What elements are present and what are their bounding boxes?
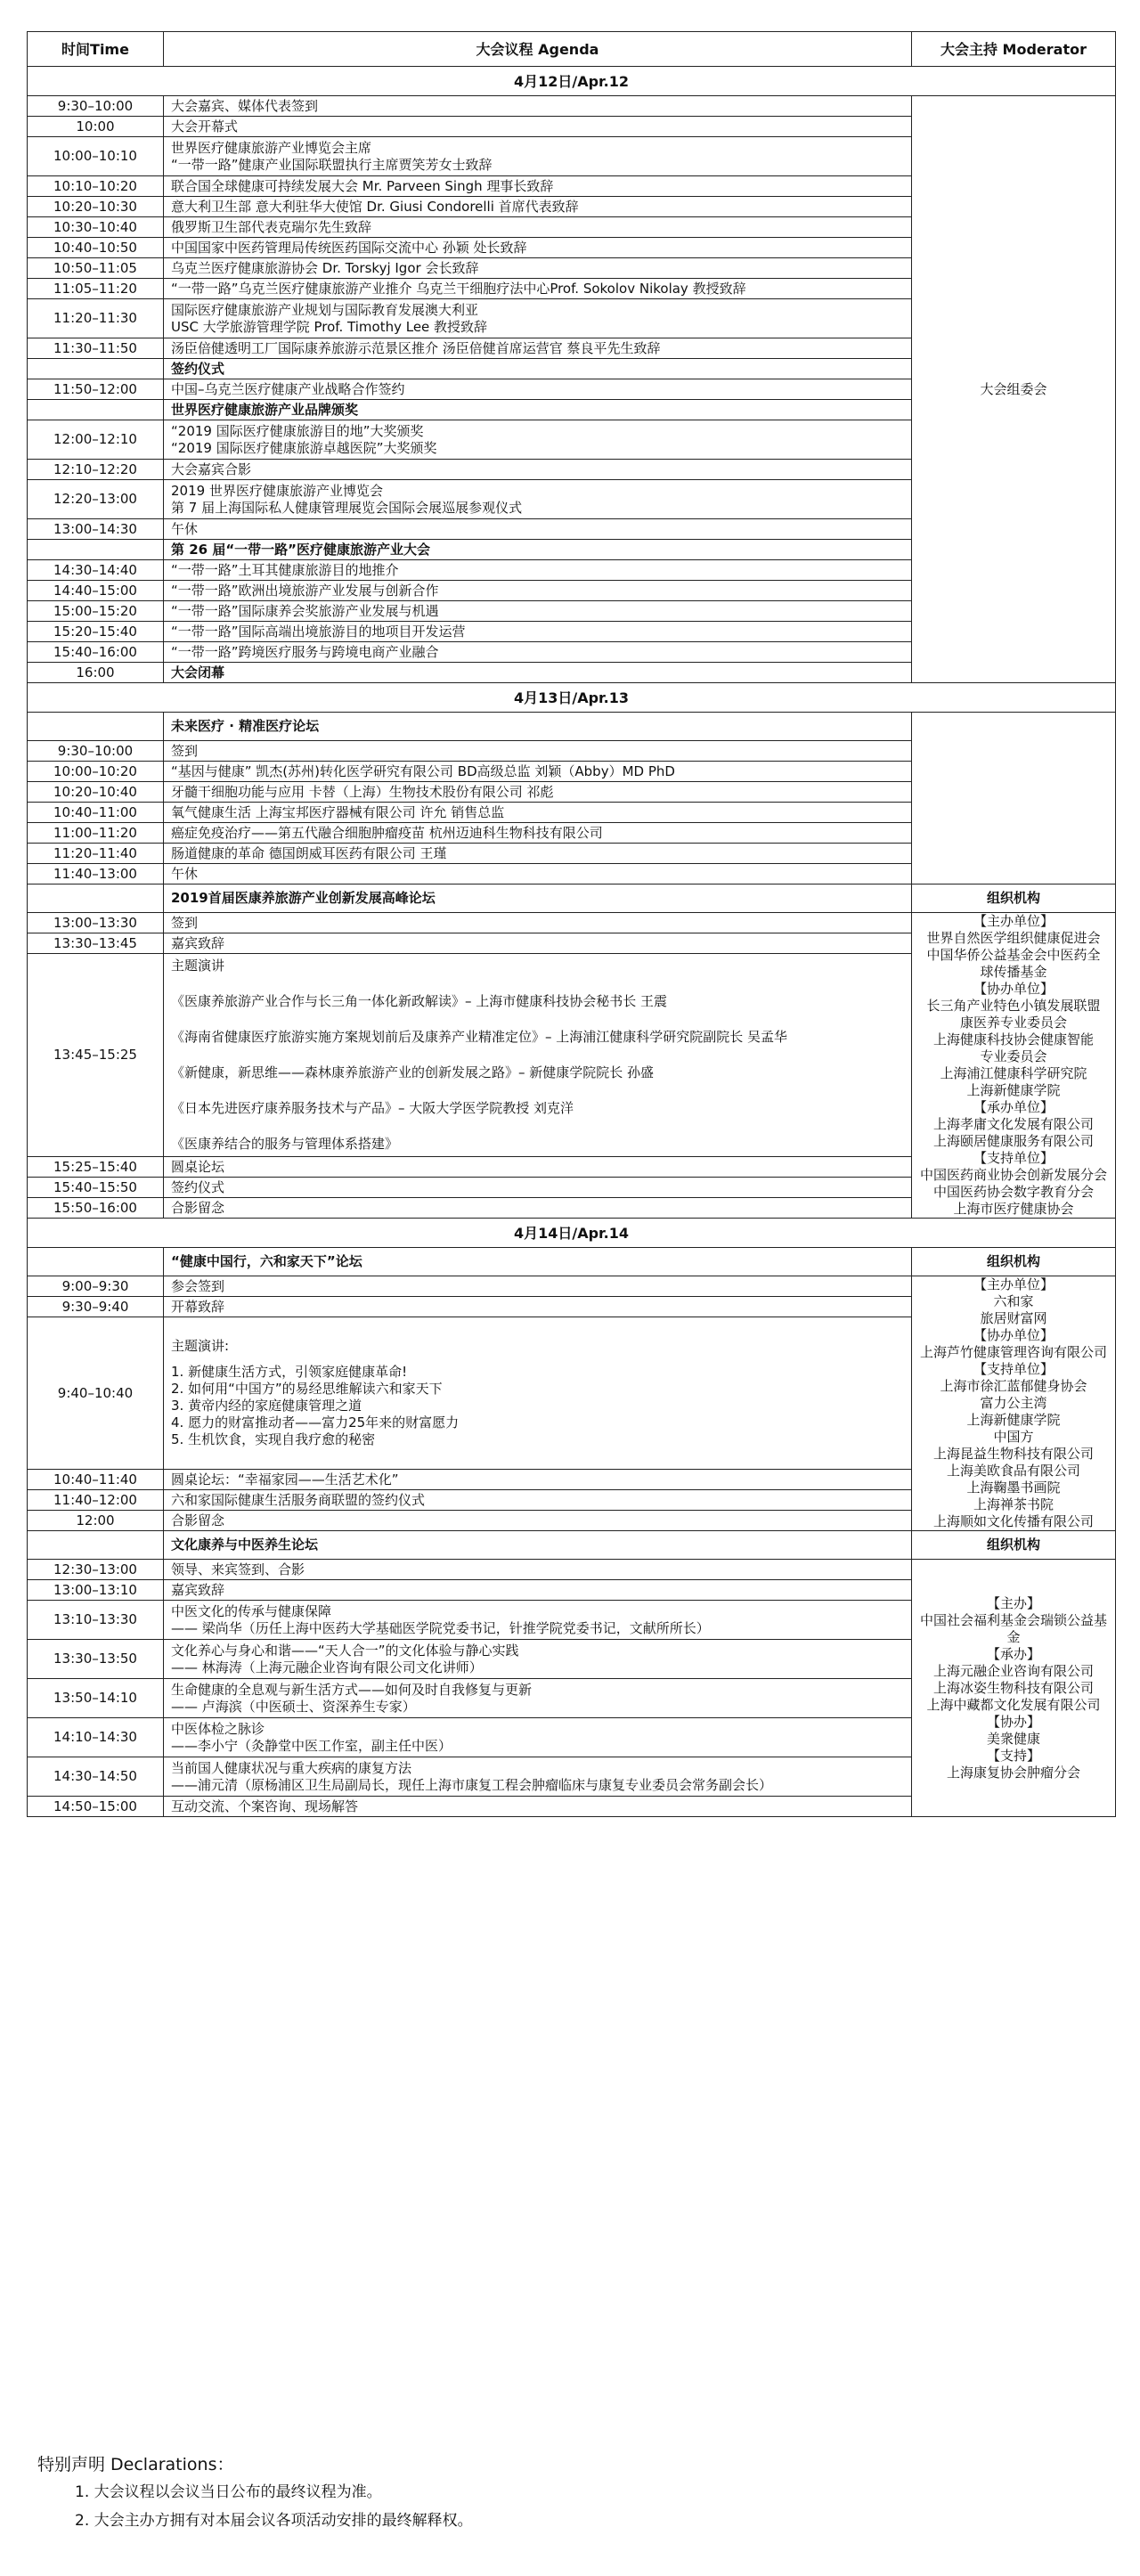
agenda-row [28,913,1116,933]
organizer-list [912,1276,1116,1531]
organizer-entry: 中国华侨公益基金会中医药全 [926,947,1101,963]
organizer-entry: 上海康复协会肿瘤分会 [946,1764,1080,1781]
session-content [164,217,912,238]
organizer-entry: 中国方 [993,1429,1034,1445]
session-content [164,1640,912,1679]
session-time: 11:00–11:20 [28,823,164,844]
session-line: “一带一路”土耳其健康旅游目的地推介 [171,561,399,578]
organizer-entry: 上海孝庸文化发展有限公司 [932,1116,1094,1132]
session-content [164,823,912,844]
session-time: 9:00–9:30 [28,1276,164,1297]
session-time: 11:40–13:00 [28,864,164,884]
date-label: 4月13日/Apr.13 [28,683,1116,713]
organizer-title: 组织机构 [912,1531,1116,1560]
session-content [164,338,912,359]
date-row [28,683,1116,713]
declaration-item-1: 1. 大会议程以会议当日公布的最终议程为准。 [75,2483,382,2501]
organizer-entry: 上海浦江健康科学研究院 [940,1065,1087,1081]
session-line: 签约仪式 [171,360,225,377]
section-title [164,359,912,379]
session-time: 16:00 [28,663,164,683]
declarations-title: 特别声明 Declarations： [37,2455,234,2474]
moderator-cell: 大会组委会 [912,96,1116,683]
session-content [164,379,912,400]
session-line: USC 大学旅游管理学院 Prof. Timothy Lee 教授致辞 [171,318,488,335]
organizer-title: 组织机构 [912,884,1116,913]
organizer-entry: 上海市徐汇蓝郁健身协会 [940,1378,1087,1394]
session-time: 13:45–15:25 [28,954,164,1157]
session-time: 14:30–14:40 [28,560,164,581]
speech-item: 《日本先进医疗康养服务技术与产品》– 大阪大学医学院教授 刘克洋 [171,1100,574,1116]
session-line: 圆桌论坛：“幸福家园——生活艺术化” [171,1471,399,1488]
speech-item: 5. 生机饮食，实现自我疗愈的秘密 [171,1431,376,1447]
session-time: 12:30–13:00 [28,1560,164,1580]
theme-speeches [164,954,912,1157]
organizer-entry: 【主办】 [986,1594,1040,1611]
organizer-entry: 六和家 [993,1293,1034,1309]
speech-item: 4. 愿力的财富推动者——富力25年来的财富愿力 [171,1414,460,1431]
session-content [164,96,912,117]
session-line: 圆桌论坛 [171,1158,225,1175]
speech-item: 主题演讲: [171,1338,230,1354]
session-content [164,601,912,622]
session-time: 9:30–10:00 [28,96,164,117]
session-line: 签到 [171,742,199,759]
session-time: 15:40–16:00 [28,642,164,663]
forum-title: 2019首届医康养旅游产业创新发展高峰论坛 [164,884,912,913]
session-time: 14:50–15:00 [28,1797,164,1817]
session-time: 11:40–12:00 [28,1490,164,1511]
session-time [28,540,164,560]
organizer-entry: 上海鞠墨书画院 [966,1480,1061,1496]
session-line: “一带一路”健康产业国际联盟执行主席贾笑芳女士致辞 [171,156,493,173]
session-time: 15:50–16:00 [28,1198,164,1219]
session-line: “一带一路”欧洲出境旅游产业发展与创新合作 [171,582,439,599]
session-content [164,1757,912,1797]
session-content [164,420,912,460]
speech-item: 2. 如何用“中国方”的易经思维解读六和家天下 [171,1381,443,1397]
session-time: 11:20–11:30 [28,299,164,338]
session-time: 10:00 [28,117,164,137]
header-moderator: 大会主持 Moderator [912,32,1116,67]
session-time: 11:05–11:20 [28,279,164,299]
session-content [164,137,912,176]
session-content [164,642,912,663]
speech-item: 1. 新健康生活方式，引领家庭健康革命! [171,1364,408,1380]
date-label: 4月14日/Apr.14 [28,1219,1116,1248]
table-header-row [28,32,1116,67]
date-row [28,67,1116,96]
organizer-entry: 【承办单位】 [973,1099,1054,1115]
organizer-entry: 富力公主湾 [980,1395,1047,1411]
session-time: 12:20–13:00 [28,480,164,519]
session-line: 嘉宾致辞 [171,1581,225,1598]
session-time: 15:25–15:40 [28,1157,164,1178]
session-content [164,762,912,782]
declaration-item-2: 2. 大会主办方拥有对本届会议各项活动安排的最终解释权。 [75,2512,473,2530]
session-time: 10:40–11:40 [28,1470,164,1490]
session-content [164,741,912,762]
session-line: 中医文化的传承与健康保障 [171,1602,332,1619]
organizer-entry: 【支持单位】 [973,1361,1054,1377]
session-content [164,1580,912,1601]
session-line: 癌症免疫治疗——第五代融合细胞肿瘤疫苗 杭州迈迪科生物科技有限公司 [171,824,603,841]
agenda-table [27,31,1116,1817]
session-line: 氧气健康生活 上海宝邦医疗器械有限公司 许允 销售总监 [171,803,505,820]
session-line: 牙髓干细胞功能与应用 卡替（上海）生物技术股份有限公司 祁彪 [171,783,554,800]
session-time: 13:10–13:30 [28,1601,164,1640]
session-line: 午休 [171,865,199,882]
session-time: 10:10–10:20 [28,176,164,197]
session-time: 10:20–10:40 [28,782,164,803]
session-content [164,782,912,803]
session-content [164,176,912,197]
session-line: 第 7 届上海国际私人健康管理展览会国际会展巡展参观仪式 [171,499,523,516]
organizer-entry: 上海冰姿生物科技有限公司 [932,1679,1094,1696]
session-line: “2019 国际医疗健康旅游目的地”大奖颁奖 [171,422,424,439]
session-content [164,1198,912,1219]
session-line: “基因与健康” 凯杰(苏州)转化医学研究有限公司 BD高级总监 刘颖（Abby）MD PhD [171,762,675,779]
forum-title-row [28,884,1116,913]
session-line: 中医体检之脉诊 [171,1720,265,1737]
session-line: “一带一路”跨境医疗服务与跨境电商产业融合 [171,643,439,660]
session-line: 签到 [171,914,199,931]
session-time [28,400,164,420]
speech-item: 《医康养旅游产业合作与长三角一体化新政解读》– 上海市健康科技协会秘书长 王震 [171,993,668,1009]
session-content [164,299,912,338]
session-content [164,480,912,519]
organizer-entry: 中国医药商业协会创新发展分会 [919,1167,1107,1183]
session-time: 11:30–11:50 [28,338,164,359]
session-line: 签约仪式 [171,1178,225,1195]
session-line: 大会嘉宾合影 [171,461,252,477]
session-content [164,560,912,581]
organizer-entry: 【协办单位】 [973,981,1054,997]
organizer-entry: 专业委员会 [980,1048,1047,1064]
session-line: 合影留念 [171,1512,225,1528]
organizer-entry: 上海新健康学院 [966,1412,1061,1428]
session-time: 10:40–10:50 [28,238,164,258]
session-content [164,1490,912,1511]
organizer-entry: 世界自然医学组织健康促进会 [926,930,1101,946]
agenda-row [28,1560,1116,1580]
session-time: 10:50–11:05 [28,258,164,279]
session-line: ——李小宁（灸静堂中医工作室，副主任中医） [171,1737,452,1754]
session-time: 10:40–11:00 [28,803,164,823]
organizer-entry: 上海新健康学院 [966,1082,1061,1098]
session-line: 中国–乌克兰医疗健康产业战略合作签约 [171,380,405,397]
session-content [164,258,912,279]
organizer-entry: 长三角产业特色小镇发展联盟 [926,998,1101,1014]
session-line: 世界医疗健康旅游产业博览会主席 [171,139,372,156]
session-content [164,1560,912,1580]
session-line: “一带一路”国际康养会奖旅游产业发展与机遇 [171,602,439,619]
session-line: 2019 世界医疗健康旅游产业博览会 [171,482,383,499]
organizer-entry: 上海健康科技协会健康智能 [932,1031,1094,1048]
forum-title-row [28,713,1116,741]
session-line: 当前国人健康状况与重大疾病的康复方法 [171,1759,412,1776]
speech-item: 主题演讲 [171,958,225,974]
session-line: 意大利卫生部 意大利驻华大使馆 Dr. Giusi Condorelli 首席代表致辞 [171,198,579,215]
organizer-list [912,913,1116,1219]
organizer-entry: 【承办】 [986,1645,1040,1662]
session-line: 开幕致辞 [171,1298,225,1315]
organizer-list [912,1560,1116,1817]
session-content [164,238,912,258]
session-content [164,197,912,217]
organizer-entry: 上海顺如文化传播有限公司 [932,1513,1094,1529]
session-line: 文化养心与身心和谐——“天人合一”的文化体验与静心实践 [171,1642,519,1659]
session-content [164,1297,912,1317]
session-line: 乌克兰医疗健康旅游协会 Dr. Torskyj Igor 会长致辞 [171,259,479,276]
session-line: 联合国全球健康可持续发展大会 Mr. Parveen Singh 理事长致辞 [171,177,554,194]
forum-title: “健康中国行，六和家天下”论坛 [164,1248,912,1276]
organizer-entry: 上海禅茶书院 [973,1496,1054,1512]
session-content [164,622,912,642]
agenda-row [28,96,1116,117]
organizer-entry: 上海美欧食品有限公司 [946,1463,1080,1479]
session-time: 15:40–15:50 [28,1178,164,1198]
session-line: 互动交流、个案咨询、现场解答 [171,1797,359,1814]
organizer-entry: 中国社会福利基金会瑞锁公益基金 [919,1611,1107,1645]
session-time: 12:00 [28,1511,164,1531]
session-time: 13:50–14:10 [28,1679,164,1718]
organizer-entry: 【支持】 [986,1747,1040,1764]
session-line: —— 梁尚华（历任上海中医药大学基础医学院党委书记，针推学院党委书记，文献所所长） [171,1619,710,1636]
header-agenda: 大会议程 Agenda [164,32,912,67]
forum-title-row [28,1531,1116,1560]
session-line: 世界医疗健康旅游产业品牌颁奖 [171,401,359,418]
organizer-entry: 上海元融企业咨询有限公司 [932,1662,1094,1679]
organizer-entry: 旅居财富网 [980,1310,1047,1326]
declarations [37,2451,473,2535]
session-time: 11:20–11:40 [28,844,164,864]
session-line: “一带一路”国际高端出境旅游目的地项目开发运营 [171,623,466,640]
session-line: 肠道健康的革命 德国朗威耳医药有限公司 王瑾 [171,844,447,861]
session-time: 15:00–15:20 [28,601,164,622]
session-content [164,581,912,601]
session-line: —— 卢海滨（中医硕士、资深养生专家） [171,1698,416,1715]
speech-item: 3. 黄帝内经的家庭健康管理之道 [171,1398,362,1414]
organizer-entry: 康医养专业委员会 [959,1015,1067,1031]
session-time [28,359,164,379]
session-line: 参会签到 [171,1277,225,1294]
session-line: 嘉宾致辞 [171,934,225,951]
session-time: 10:00–10:10 [28,137,164,176]
session-time: 10:00–10:20 [28,762,164,782]
session-line: 午休 [171,520,199,537]
agenda-row [28,1276,1116,1297]
session-line: 大会闭幕 [171,664,225,681]
organizer-entry: 球传播基金 [980,964,1047,980]
organizer-entry: 【协办单位】 [973,1327,1054,1343]
forum-title: 未来医疗 · 精准医疗论坛 [164,713,912,741]
session-time: 14:10–14:30 [28,1718,164,1757]
session-time: 14:30–14:50 [28,1757,164,1797]
session-line: 生命健康的全息观与新生活方式——如何及时自我修复与更新 [171,1681,533,1698]
forum-title: 文化康养与中医养生论坛 [164,1531,912,1560]
session-content [164,519,912,540]
organizer-entry: 上海中藏都文化发展有限公司 [926,1696,1101,1713]
session-content [164,1157,912,1178]
organizer-entry: 上海颐居健康服务有限公司 [932,1133,1094,1149]
session-time: 13:00–14:30 [28,519,164,540]
moderator-cell-empty [912,713,1116,884]
session-line: “2019 国际医疗健康旅游卓越医院”大奖颁奖 [171,439,437,456]
session-line: 中国国家中医药管理局传统医药国际交流中心 孙颖 处长致辞 [171,239,527,256]
organizer-entry: 上海芦竹健康管理咨询有限公司 [919,1344,1107,1360]
session-content [164,1718,912,1757]
session-time: 9:30–10:00 [28,741,164,762]
session-time: 13:30–13:50 [28,1640,164,1679]
section-title [164,663,912,683]
forum-title-row [28,1248,1116,1276]
session-content [164,1511,912,1531]
session-content [164,844,912,864]
speech-item: 《医康养结合的服务与管理体系搭建》 [171,1136,399,1152]
session-line: 合影留念 [171,1199,225,1216]
session-line: —— 林海涛（上海元融企业咨询有限公司文化讲师） [171,1659,483,1675]
speech-item: 《海南省健康医疗旅游实施方案规划前后及康养产业精准定位》– 上海浦江健康科学研究院副院长 吴孟华 [171,1029,788,1045]
session-line: ——浦元清（原杨浦区卫生局副局长，现任上海市康复工程会肿瘤临床与康复专业委员会常务副会长） [171,1776,773,1793]
session-time: 12:00–12:10 [28,420,164,460]
session-content [164,1601,912,1640]
session-content [164,864,912,884]
organizer-entry: 【支持单位】 [973,1150,1054,1166]
session-time: 10:20–10:30 [28,197,164,217]
session-time: 14:40–15:00 [28,581,164,601]
session-time: 10:30–10:40 [28,217,164,238]
organizer-entry: 上海昆益生物科技有限公司 [932,1446,1094,1462]
session-line: 领导、来宾签到、合影 [171,1561,305,1577]
session-time: 9:30–9:40 [28,1297,164,1317]
organizer-entry: 【主办单位】 [973,1276,1054,1292]
session-line: “一带一路”乌克兰医疗健康旅游产业推介 乌克兰干细胞疗法中心Prof. Sokolov Nikolay 教授致辞 [171,280,746,297]
session-line: 汤臣倍健透明工厂国际康养旅游示范景区推介 汤臣倍健首席运营官 蔡良平先生致辞 [171,339,661,356]
organizer-title: 组织机构 [912,1248,1116,1276]
session-content [164,1470,912,1490]
section-title [164,400,912,420]
organizer-entry: 美衆健康 [986,1730,1040,1747]
session-time: 9:40–10:40 [28,1317,164,1470]
session-content [164,1797,912,1817]
speech-item: 《新健康，新思维——森林康养旅游产业的创新发展之路》– 新健康学院院长 孙盛 [171,1064,655,1080]
section-title [164,540,912,560]
session-time: 11:50–12:00 [28,379,164,400]
session-content [164,913,912,933]
organizer-entry: 【协办】 [986,1713,1040,1730]
session-content [164,117,912,137]
session-content [164,1276,912,1297]
organizer-entry: 【主办单位】 [973,913,1054,929]
session-line: 大会开幕式 [171,118,239,135]
session-content [164,1178,912,1198]
header-time: 时间Time [28,32,164,67]
session-time: 13:00–13:10 [28,1580,164,1601]
session-content [164,460,912,480]
session-line: 六和家国际健康生活服务商联盟的签约仪式 [171,1491,426,1508]
session-content [164,1679,912,1718]
session-time: 13:30–13:45 [28,933,164,954]
organizer-entry: 上海市医疗健康协会 [953,1201,1074,1217]
session-line: 国际医疗健康旅游产业规划与国际教育发展澳大利亚 [171,301,479,318]
session-line: 第 26 届“一带一路”医疗健康旅游产业大会 [171,541,431,558]
session-line: 俄罗斯卫生部代表克瑞尔先生致辞 [171,218,372,235]
session-content [164,803,912,823]
session-time: 15:20–15:40 [28,622,164,642]
session-content [164,279,912,299]
session-line: 大会嘉宾、媒体代表签到 [171,97,319,114]
date-label: 4月12日/Apr.12 [28,67,1116,96]
theme-speeches [164,1317,912,1470]
session-time: 13:00–13:30 [28,913,164,933]
organizer-entry: 中国医药协会数字教育分会 [932,1184,1094,1200]
session-content [164,933,912,954]
date-row [28,1219,1116,1248]
session-time: 12:10–12:20 [28,460,164,480]
